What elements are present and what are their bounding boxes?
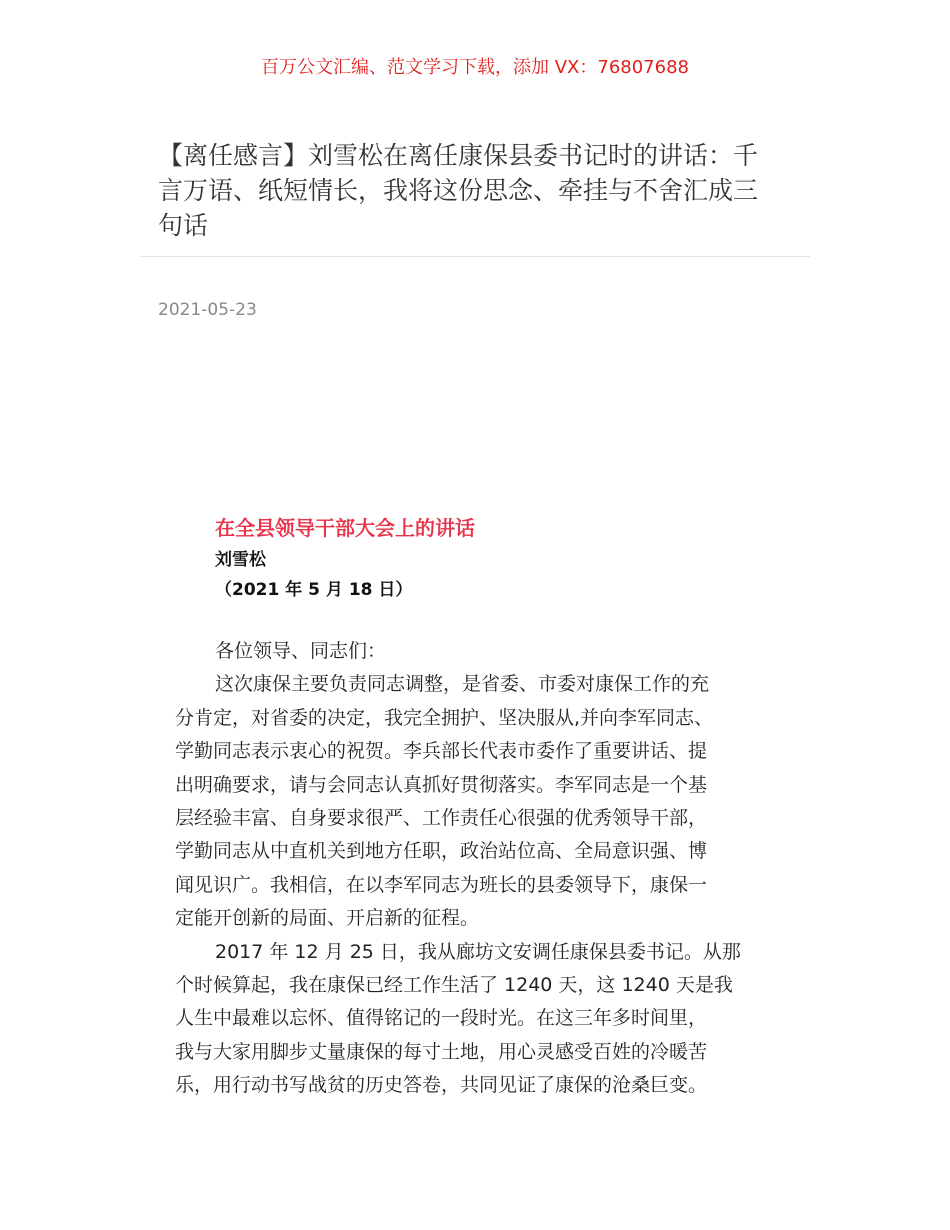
paragraph-line: 分肯定，对省委的决定，我完全拥护、坚决服从,并向李军同志、 bbox=[175, 706, 714, 729]
speech-title: 在全县领导干部大会上的讲话 bbox=[215, 516, 475, 540]
article-title-line: 句话 bbox=[158, 211, 209, 240]
speech-author: 刘雪松 bbox=[215, 550, 266, 570]
paragraph bbox=[175, 936, 775, 1103]
publish-date: 2021-05-23 bbox=[158, 300, 257, 320]
article-title bbox=[158, 138, 798, 243]
paragraph bbox=[175, 668, 775, 935]
paragraph-line: 人生中最难以忘怀、值得铭记的一段时光。在这三年多时间里， bbox=[175, 1007, 708, 1030]
paragraph-line: 我与大家用脚步丈量康保的每寸土地，用心灵感受百姓的冷暖苦 bbox=[175, 1040, 708, 1063]
paragraph-line: 2017 年 12 月 25 日，我从廊坊文安调任康保县委书记。从那 bbox=[215, 940, 741, 963]
speech-body bbox=[175, 635, 775, 1103]
promo-banner: 百万公文汇编、范文学习下载，添加 VX：76807688 bbox=[261, 57, 689, 78]
article-title-line: 【离任感言】刘雪松在离任康保县委书记时的讲话：千 bbox=[158, 141, 759, 170]
title-divider bbox=[140, 256, 810, 257]
paragraph-line: 乐，用行动书写战贫的历史答卷，共同见证了康保的沧桑巨变。 bbox=[175, 1074, 708, 1097]
paragraph-line: 学勤同志从中直机关到地方任职，政治站位高、全局意识强、博 bbox=[175, 840, 708, 863]
salutation: 各位领导、同志们： bbox=[215, 640, 387, 662]
paragraph-line: 这次康保主要负责同志调整，是省委、市委对康保工作的充 bbox=[215, 673, 710, 696]
paragraph-line: 个时候算起，我在康保已经工作生活了 1240 天，这 1240 天是我 bbox=[175, 974, 733, 997]
paragraph-line: 层经验丰富、自身要求很严、工作责任心很强的优秀领导干部， bbox=[175, 807, 708, 830]
paragraph-line: 闻见识广。我相信，在以李军同志为班长的县委领导下，康保一 bbox=[175, 873, 708, 896]
paragraph-line: 定能开创新的局面、开启新的征程。 bbox=[175, 907, 480, 930]
paragraph-line: 学勤同志表示衷心的祝贺。李兵部长代表市委作了重要讲话、提 bbox=[175, 740, 708, 763]
paragraph-line: 出明确要求，请与会同志认真抓好贯彻落实。李军同志是一个基 bbox=[175, 773, 708, 796]
article-title-line: 言万语、纸短情长，我将这份思念、牵挂与不舍汇成三 bbox=[158, 176, 759, 205]
speech-date: （2021 年 5 月 18 日） bbox=[215, 580, 413, 600]
